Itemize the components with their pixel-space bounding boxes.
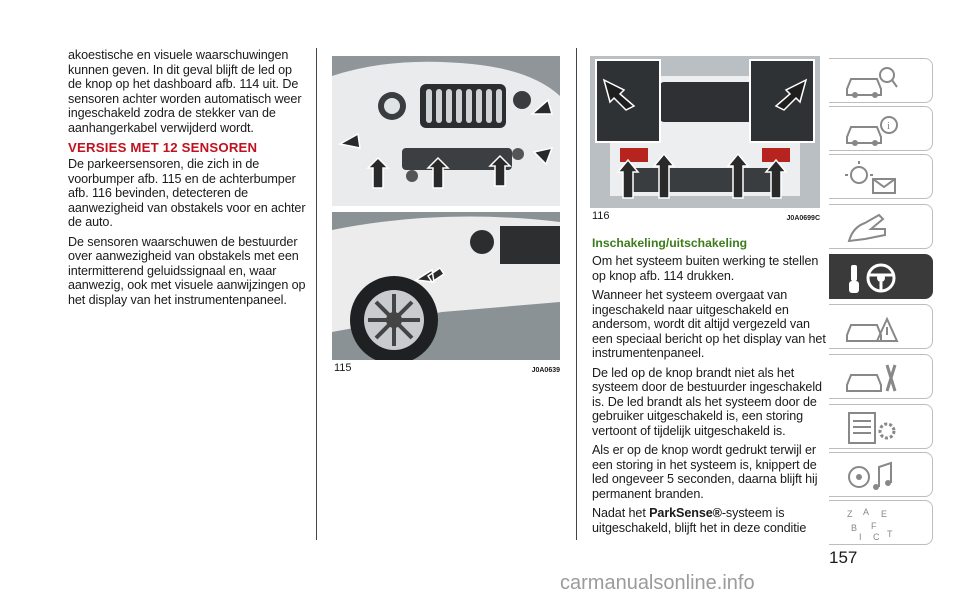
text-column-right: [592, 232, 828, 540]
section-heading: VERSIES MET 12 SENSOREN: [68, 140, 258, 155]
paragraph: Wanneer het systeem overgaat van ingeschakeld naar uitgeschakeld en andersom, wordt dit altijd vergezeld van een speciaal bericht op het display van het instrumentenpaneel.: [592, 288, 826, 360]
paragraph: De led op de knop brandt niet als het systeem door de bestuurder ingeschakeld is. De led brandt als het systeem door de gebruiker uitgeschakeld is, een storing vertoont of tijdelijk uitgeschakeld is.: [592, 365, 822, 438]
figure-caption: [334, 362, 560, 374]
svg-text:I: I: [859, 532, 862, 541]
figure-caption: [592, 210, 820, 222]
page-number: 157: [829, 548, 858, 567]
tab-alphabet-index[interactable]: [829, 500, 933, 545]
tab-lights-message[interactable]: [829, 154, 933, 199]
tab-car-tools[interactable]: [829, 354, 933, 399]
car-tools-icon: [843, 361, 899, 395]
tab-media-note[interactable]: [829, 452, 933, 497]
tab-car-info[interactable]: [829, 106, 933, 151]
column-divider: [576, 48, 577, 540]
lights-message-icon: [843, 161, 899, 195]
paragraph: De parkeersensoren, die zich in de voorbumper afb. 115 en de achterbumper afb. 116 bevinden, detecteren de aanwezigheid van obstakels voor en achter de auto.: [68, 157, 306, 229]
checklist-gear-icon: [843, 411, 899, 445]
svg-text:T: T: [887, 529, 893, 539]
svg-text:i: i: [887, 120, 891, 132]
tab-hand-wrench[interactable]: [829, 204, 933, 249]
svg-text:C: C: [873, 532, 880, 541]
section-heading: Inschakeling/uitschakeling: [592, 236, 748, 250]
hand-wrench-icon: [843, 211, 899, 245]
tab-checklist-gear[interactable]: [829, 404, 933, 449]
paragraph: akoestische en visuele waarschuwingen kunnen geven. In dit geval blijft de led op de knop op het dashboard afb. 114 uit. De sensoren achter worden automatisch weer ingeschakeld zodra de stekker van de aanhangerkabel verwijderd wordt.: [68, 48, 302, 135]
tab-key-steering-wheel[interactable]: [829, 254, 933, 299]
svg-text:F: F: [871, 521, 877, 531]
figure-code: J0A0699C: [786, 215, 820, 222]
car-search-icon: [843, 65, 899, 99]
brand-name: ParkSense®: [649, 506, 722, 520]
tab-car-warning[interactable]: [829, 304, 933, 349]
key-steering-wheel-icon: [843, 261, 899, 295]
paragraph: Als er op de knop wordt gedrukt terwijl er een storing in het systeem is, knippert de led ongeveer 5 seconden, daarna blijft hij permanent branden.: [592, 443, 818, 501]
text-column-left: [68, 48, 308, 312]
front-bumper-photo: [332, 56, 560, 206]
paragraph: De sensoren waarschuwen de bestuurder over aanwezigheid van obstakels met een intermitterend geluidssignaal en, waar aanwezig, ook met visuele aanwijzingen op het display van het instrumentenpaneel.: [68, 234, 306, 307]
tab-car-search[interactable]: [829, 58, 933, 103]
figure-code: J0A0639: [531, 367, 560, 374]
text-fragment: Nadat het: [592, 506, 650, 520]
paragraph: Om het systeem buiten werking te stellen op knop afb. 114 drukken.: [592, 254, 819, 283]
media-note-icon: [843, 459, 899, 493]
svg-text:Z: Z: [847, 509, 853, 519]
svg-text:B: B: [851, 523, 858, 533]
car-info-icon: [843, 113, 899, 147]
text-fragment: -systeem is uitgeschakeld, blijft het in deze conditie: [592, 506, 807, 535]
svg-text:E: E: [881, 509, 888, 519]
paragraph: [592, 506, 828, 535]
alphabet-index-icon: [843, 507, 899, 541]
rear-bumper-photo: [590, 56, 820, 208]
car-warning-icon: [843, 311, 899, 345]
column-divider: [316, 48, 317, 540]
svg-text:A: A: [863, 507, 870, 517]
figure-number: 115: [334, 362, 352, 374]
watermark: carmanualsonline.info: [560, 572, 755, 594]
figure-number: 116: [592, 210, 610, 222]
front-wheel-photo: [332, 212, 560, 360]
